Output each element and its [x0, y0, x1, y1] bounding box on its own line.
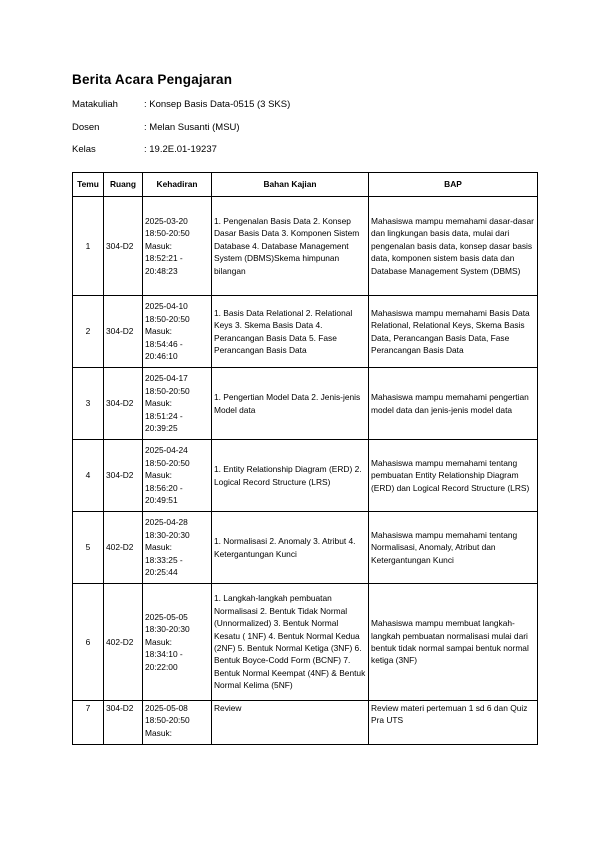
cell-bahan-kajian: 1. Entity Relationship Diagram (ERD) 2. Logical Record Structure (LRS): [212, 440, 369, 512]
kehadiran-line: 18:56:20 -: [145, 482, 183, 493]
cell-bap: Mahasiswa mampu membuat langkah-langkah pembuatan normalisasi mulai dari bentuk tidak normal sampai bentuk normal ketiga (3NF): [369, 584, 538, 701]
cell-temu: 1: [73, 197, 104, 296]
kehadiran-line: Masuk:: [145, 542, 172, 553]
cell-bahan-kajian: 1. Basis Data Relational 2. Relational Keys 3. Skema Basis Data 4. Perancangan Basis Data 5. Fase Perancangan Basis Data: [212, 296, 369, 368]
table-row: [73, 296, 538, 368]
cell-kehadiran: [143, 512, 212, 584]
cell-ruang: 304-D2: [104, 701, 143, 745]
kehadiran-line: 20:49:51: [145, 495, 178, 506]
kehadiran-line: 18:51:24 -: [145, 410, 183, 421]
kehadiran-line: 2025-03-20: [145, 215, 188, 226]
table-row: [73, 584, 538, 701]
kehadiran-line: 2025-05-08: [145, 703, 188, 713]
kehadiran-line: 18:50-20:50: [145, 385, 190, 396]
kehadiran-line: 20:48:23: [145, 265, 178, 276]
meta-value: : Melan Susanti (MSU): [144, 122, 240, 133]
cell-bap: Mahasiswa mampu memahami tentang Normalisasi, Anomaly, Atribut dan Ketergantungan Kunci: [369, 512, 538, 584]
kehadiran-line: 20:39:25: [145, 423, 178, 434]
kehadiran-line: 18:34:10 -: [145, 649, 183, 660]
table-row: [73, 368, 538, 440]
meta-key: Kelas: [72, 144, 96, 155]
kehadiran-line: 18:52:21 -: [145, 253, 183, 264]
header-ruang: Ruang: [104, 173, 143, 197]
cell-temu: 2: [73, 296, 104, 368]
kehadiran-line: 18:50-20:50: [145, 313, 190, 324]
kehadiran-line: 2025-04-24: [145, 445, 188, 456]
cell-ruang: 304-D2: [104, 197, 143, 296]
meta-value: : 19.2E.01-19237: [144, 144, 217, 155]
kehadiran-line: 2025-04-10: [145, 301, 188, 312]
cell-ruang: 304-D2: [104, 296, 143, 368]
cell-ruang: 304-D2: [104, 440, 143, 512]
kehadiran-line: 20:25:44: [145, 567, 178, 578]
cell-ruang: 402-D2: [104, 512, 143, 584]
cell-bahan-kajian: Review: [212, 701, 369, 745]
kehadiran-line: 18:50-20:50: [145, 457, 190, 468]
cell-ruang: 304-D2: [104, 368, 143, 440]
meta-key: Matakuliah: [72, 99, 118, 110]
table-row: [73, 440, 538, 512]
cell-kehadiran: [143, 440, 212, 512]
kehadiran-line: 18:54:46 -: [145, 338, 183, 349]
kehadiran-line: 18:30-20:30: [145, 529, 190, 540]
cell-bap: Mahasiswa mampu memahami tentang pembuatan Entity Relationship Diagram (ERD) dan Logical Record Structure (LRS): [369, 440, 538, 512]
kehadiran-line: Masuk:: [145, 470, 172, 481]
cell-bahan-kajian: 1. Pengertian Model Data 2. Jenis-jenis Model data: [212, 368, 369, 440]
table-row: [73, 197, 538, 296]
kehadiran-line: Masuk:: [145, 240, 172, 251]
kehadiran-line: 18:50-20:50: [145, 715, 190, 726]
kehadiran-line: 20:22:00: [145, 661, 178, 672]
cell-bap: Mahasiswa mampu memahami pengertian model data dan jenis-jenis model data: [369, 368, 538, 440]
meta-value: : Konsep Basis Data-0515 (3 SKS): [144, 99, 291, 110]
kehadiran-line: Masuk:: [145, 398, 172, 409]
meta-key: Dosen: [72, 122, 100, 133]
cell-bahan-kajian: 1. Langkah-langkah pembuatan Normalisasi 2. Bentuk Tidak Normal (Unnormalized) 3. Bentuk Normal Kesatu ( 1NF) 4. Bentuk Normal Kedua (2NF) 5. Bentuk Normal Ketiga (3NF) 6. Bentuk Boyce-Codd Form (BCNF) 7. Bentuk Normal Keempat (4NF) & Bentuk Normal Kelima (5NF): [212, 584, 369, 701]
cell-temu: 4: [73, 440, 104, 512]
cell-bahan-kajian: 1. Normalisasi 2. Anomaly 3. Atribut 4. Ketergantungan Kunci: [212, 512, 369, 584]
header-bap: BAP: [369, 173, 538, 197]
kehadiran-line: Masuk:: [145, 326, 172, 337]
document-title: Berita Acara Pengajaran: [72, 72, 233, 87]
kehadiran-line: 18:30-20:30: [145, 624, 190, 635]
kehadiran-line: 2025-05-05: [145, 611, 188, 622]
kehadiran-line: 18:50-20:50: [145, 228, 190, 239]
cell-kehadiran: [143, 296, 212, 368]
cell-bap: Mahasiswa mampu memahami Basis Data Relational, Relational Keys, Skema Basis Data, Perancangan Basis Data, Fase Perancangan Basis Data: [369, 296, 538, 368]
table-row: [73, 701, 538, 745]
kehadiran-line: 20:46:10: [145, 351, 178, 362]
table-body: [73, 197, 538, 745]
cell-kehadiran: [143, 701, 212, 745]
cell-kehadiran: [143, 584, 212, 701]
kehadiran-line: Masuk:: [145, 636, 172, 647]
header-bahan-kajian: Bahan Kajian: [212, 173, 369, 197]
kehadiran-line: 2025-04-28: [145, 517, 188, 528]
cell-bahan-kajian: 1. Pengenalan Basis Data 2. Konsep Dasar Basis Data 3. Komponen Sistem Database 4. Database Management System (DBMS)Skema himpunan bilangan: [212, 197, 369, 296]
kehadiran-line: Masuk:: [145, 727, 172, 738]
bap-table: [72, 172, 538, 745]
cell-temu: 6: [73, 584, 104, 701]
cell-bap: Mahasiswa mampu memahami dasar-dasar dan lingkungan basis data, mulai dari pengenalan basis data, konsep dasar basis data, komponen sistem basis data dan Database Management System (DBMS): [369, 197, 538, 296]
table-header-row: [73, 173, 538, 197]
cell-kehadiran: [143, 368, 212, 440]
header-temu: Temu: [73, 173, 104, 197]
cell-ruang: 402-D2: [104, 584, 143, 701]
kehadiran-line: 18:33:25 -: [145, 554, 183, 565]
table-row: [73, 512, 538, 584]
cell-temu: 3: [73, 368, 104, 440]
cell-bap: Review materi pertemuan 1 sd 6 dan Quiz Pra UTS: [369, 701, 538, 745]
header-kehadiran: Kehadiran: [143, 173, 212, 197]
cell-temu: 7: [73, 701, 104, 745]
kehadiran-line: 2025-04-17: [145, 373, 188, 384]
cell-temu: 5: [73, 512, 104, 584]
cell-kehadiran: [143, 197, 212, 296]
